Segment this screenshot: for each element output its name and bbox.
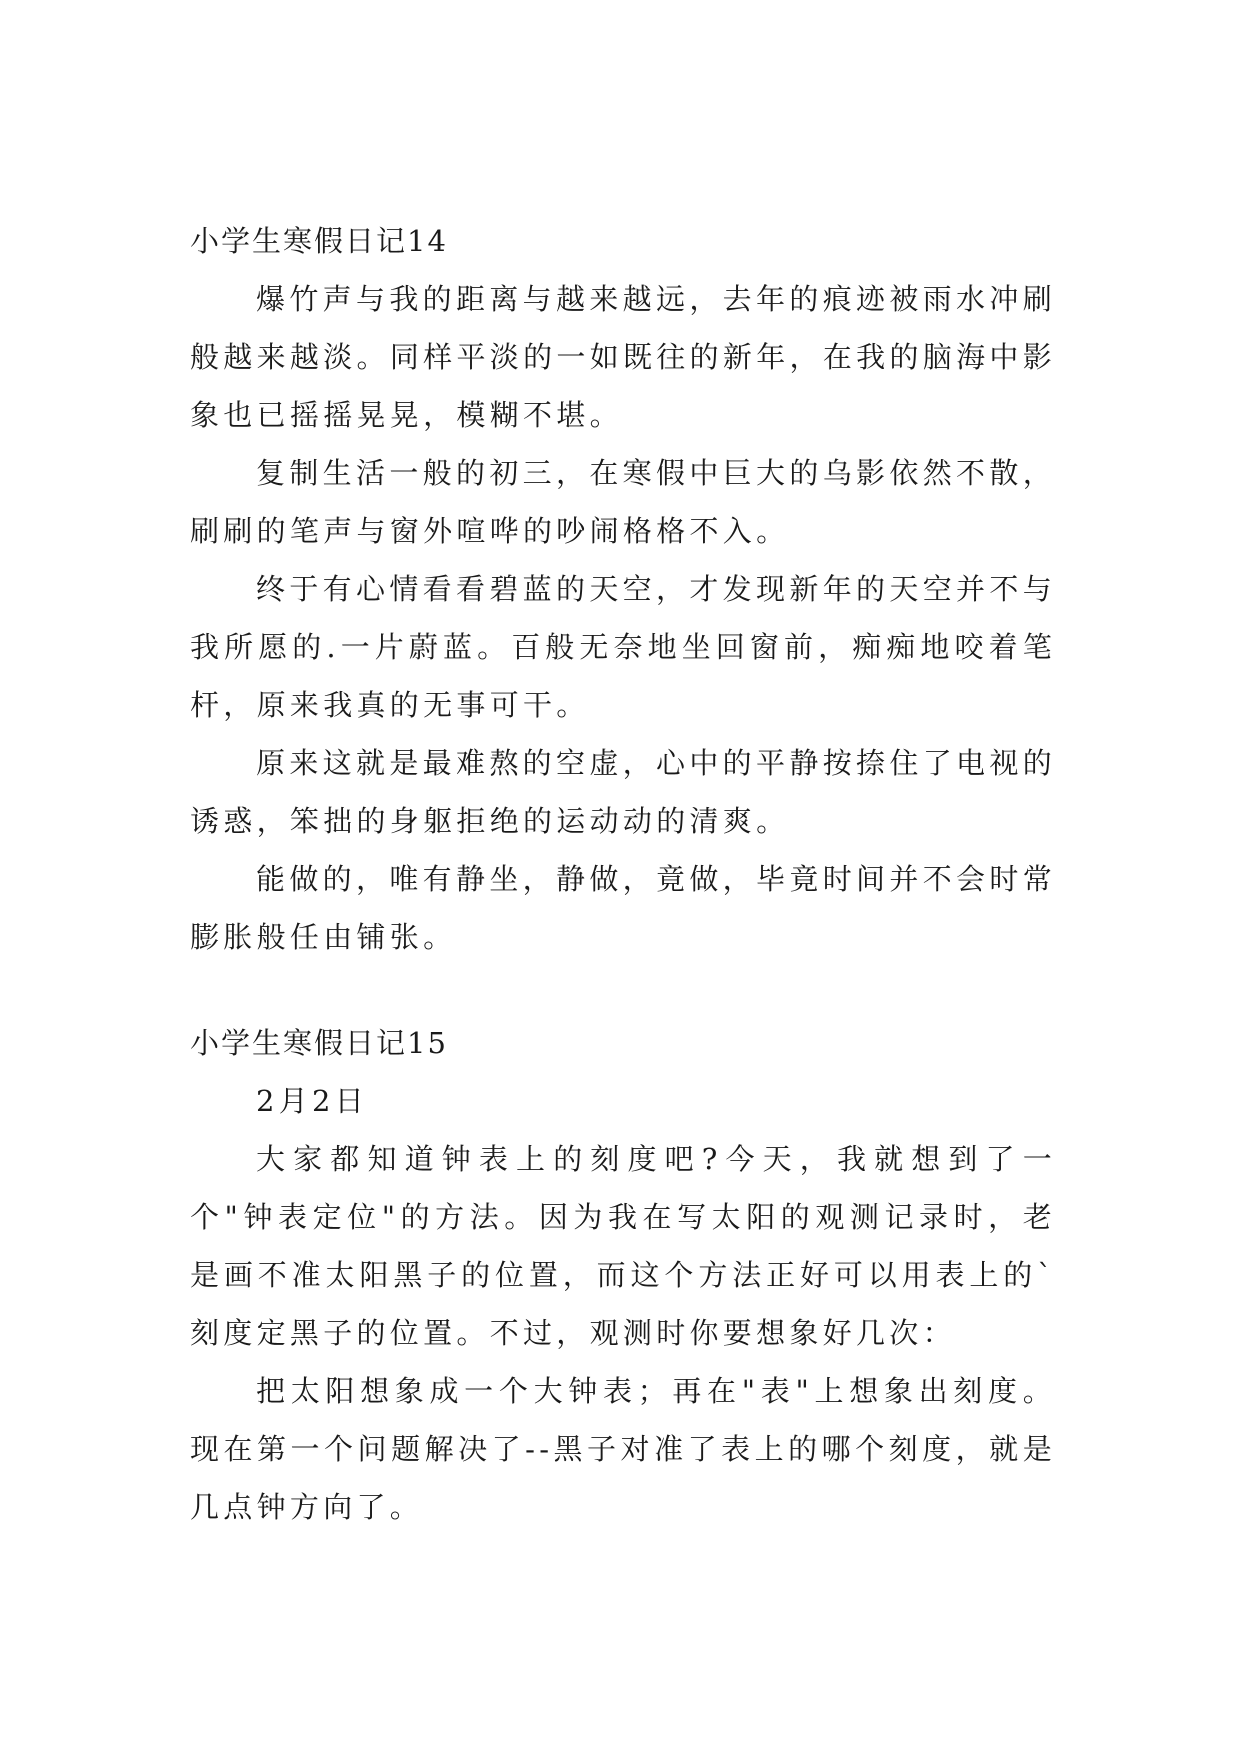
entry-paragraph: 大家都知道钟表上的刻度吧?今天，我就想到了一个"钟表定位"的方法。因为我在写太阳的观测记录时，老是画不准太阳黑子的位置，而这个方法正好可以用表上的`刻度定黑子的位置。不过，观测时你要想象好几次： <box>190 1142 1056 1350</box>
entry-paragraph: 终于有心情看看碧蓝的天空，才发现新年的天空并不与我所愿的.一片蔚蓝。百般无奈地坐回窗前，痴痴地咬着笔杆，原来我真的无事可干。 <box>190 572 1056 722</box>
entry-title: 小学生寒假日记14 <box>190 224 448 258</box>
entry-paragraph: 原来这就是最难熬的空虚，心中的平静按捺住了电视的诱惑，笨拙的身躯拒绝的运动动的清爽。 <box>190 746 1056 838</box>
entry-title: 小学生寒假日记15 <box>190 1026 448 1060</box>
entry-paragraph: 复制生活一般的初三，在寒假中巨大的乌影依然不散，刷刷的笔声与窗外喧哗的吵闹格格不入。 <box>190 456 1056 548</box>
entry-paragraph: 把太阳想象成一个大钟表；再在"表"上想象出刻度。现在第一个问题解决了--黑子对准了表上的哪个刻度，就是几点钟方向了。 <box>190 1374 1056 1524</box>
diary-entry-15 <box>190 1014 1056 1536</box>
document-page <box>190 212 1056 1536</box>
entry-paragraph: 能做的，唯有静坐，静做，竟做，毕竟时间并不会时常膨胀般任由铺张。 <box>190 862 1056 954</box>
entry-paragraph: 爆竹声与我的距离与越来越远，去年的痕迹被雨水冲刷般越来越淡。同样平淡的一如既往的新年，在我的脑海中影象也已摇摇晃晃，模糊不堪。 <box>190 282 1056 432</box>
entry-date: 2月2日 <box>256 1084 369 1118</box>
diary-entry-14 <box>190 212 1056 966</box>
